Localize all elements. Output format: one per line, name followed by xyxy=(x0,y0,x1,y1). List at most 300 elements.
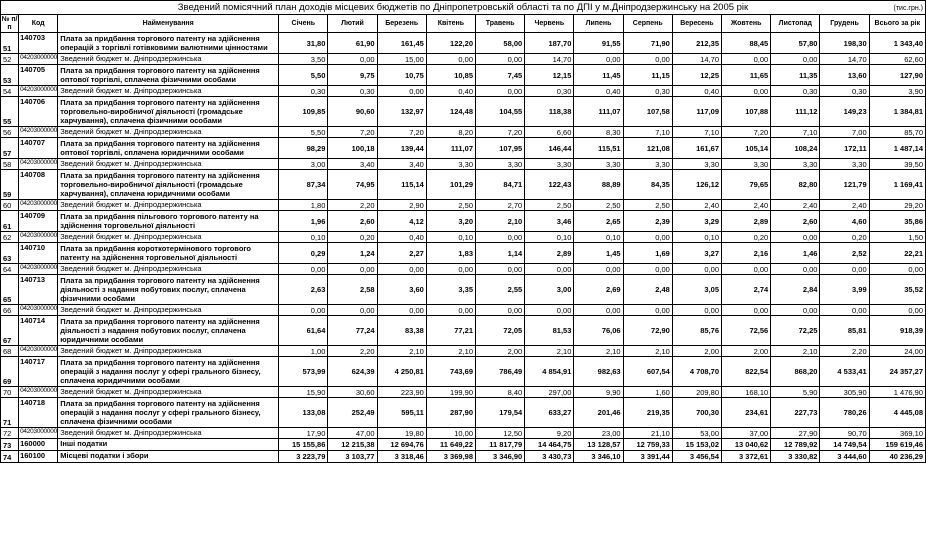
name-cell: Зведений бюджет м. Дніпродзержинська xyxy=(58,127,279,138)
month-value-cell: 573,99 xyxy=(279,357,328,387)
month-value-cell: 1,96 xyxy=(279,211,328,232)
row-number-cell: 67 xyxy=(1,316,19,346)
title-bar xyxy=(0,0,926,14)
month-value-cell: 3 456,54 xyxy=(672,451,721,463)
revenue-plan-table xyxy=(0,14,926,463)
table-row xyxy=(1,305,926,316)
name-cell: Місцеві податки і збори xyxy=(58,451,279,463)
month-value-cell: 7,20 xyxy=(377,127,426,138)
column-header-0: № п/п xyxy=(1,16,18,31)
month-value-cell: 0,40 xyxy=(377,232,426,243)
month-value-cell: 122,20 xyxy=(426,33,475,54)
year-total-cell: 1 169,41 xyxy=(869,170,925,200)
table-row xyxy=(1,439,926,451)
month-value-cell: 780,26 xyxy=(820,398,869,428)
table-row xyxy=(1,86,926,97)
month-value-cell: 0,10 xyxy=(574,232,623,243)
code-cell: 04203000000 xyxy=(19,232,58,243)
code-cell: 140713 xyxy=(19,275,58,305)
month-value-cell: 14,70 xyxy=(672,54,721,65)
month-value-cell: 0,00 xyxy=(426,264,475,275)
month-value-cell: 1,14 xyxy=(476,243,525,264)
name-cell: Плата за придбання торгового патенту на здійснення діяльності з надання побутових послуг, сплачена юридичними особами xyxy=(58,316,279,346)
month-value-cell: 2,40 xyxy=(771,200,820,211)
code-cell: 140707 xyxy=(19,138,58,159)
month-value-cell: 0,00 xyxy=(771,54,820,65)
month-value-cell: 0,30 xyxy=(820,86,869,97)
month-value-cell: 201,46 xyxy=(574,398,623,428)
month-value-cell: 12 789,92 xyxy=(771,439,820,451)
month-value-cell: 104,55 xyxy=(476,97,525,127)
month-value-cell: 3 318,46 xyxy=(377,451,426,463)
code-cell: 140717 xyxy=(19,357,58,387)
month-value-cell: 2,20 xyxy=(820,346,869,357)
month-value-cell: 14,70 xyxy=(525,54,574,65)
month-value-cell: 7,20 xyxy=(722,127,771,138)
month-value-cell: 297,00 xyxy=(525,387,574,398)
month-value-cell: 15 155,86 xyxy=(279,439,328,451)
year-total-cell: 0,00 xyxy=(869,264,925,275)
year-total-cell: 24 357,27 xyxy=(869,357,925,387)
month-value-cell: 1,69 xyxy=(623,243,672,264)
month-value-cell: 15,00 xyxy=(377,54,426,65)
month-value-cell: 3,30 xyxy=(574,159,623,170)
month-value-cell: 85,76 xyxy=(672,316,721,346)
month-value-cell: 9,75 xyxy=(328,65,377,86)
month-value-cell: 0,30 xyxy=(525,86,574,97)
month-value-cell: 624,39 xyxy=(328,357,377,387)
month-value-cell: 0,00 xyxy=(377,264,426,275)
month-value-cell: 9,20 xyxy=(525,428,574,439)
name-cell: Плата за придбання торгового патенту на здійснення оптової торгівлі, сплачена юридичними особами xyxy=(58,138,279,159)
month-value-cell: 2,40 xyxy=(672,200,721,211)
month-value-cell: 4,60 xyxy=(820,211,869,232)
month-value-cell: 10,75 xyxy=(377,65,426,86)
month-value-cell: 198,30 xyxy=(820,33,869,54)
month-value-cell: 2,74 xyxy=(722,275,771,305)
month-value-cell: 72,56 xyxy=(722,316,771,346)
row-number-cell: 68 xyxy=(1,346,19,357)
code-cell: 140703 xyxy=(19,33,58,54)
month-value-cell: 4,12 xyxy=(377,211,426,232)
month-value-cell: 0,00 xyxy=(525,305,574,316)
month-value-cell: 12,25 xyxy=(672,65,721,86)
month-value-cell: 4 708,70 xyxy=(672,357,721,387)
code-cell: 140705 xyxy=(19,65,58,86)
month-value-cell: 27,90 xyxy=(771,428,820,439)
column-header-1: Код xyxy=(19,15,58,33)
table-row xyxy=(1,451,926,463)
month-value-cell: 87,34 xyxy=(279,170,328,200)
month-value-cell: 149,23 xyxy=(820,97,869,127)
month-value-cell: 88,45 xyxy=(722,33,771,54)
year-total-cell: 62,60 xyxy=(869,54,925,65)
year-total-cell: 40 236,29 xyxy=(869,451,925,463)
name-cell: Зведений бюджет м. Дніпродзержинська xyxy=(58,232,279,243)
month-value-cell: 83,38 xyxy=(377,316,426,346)
month-value-cell: 17,90 xyxy=(279,428,328,439)
month-value-cell: 121,08 xyxy=(623,138,672,159)
month-value-cell: 98,29 xyxy=(279,138,328,159)
month-value-cell: 0,00 xyxy=(623,54,672,65)
month-value-cell: 0,00 xyxy=(476,232,525,243)
month-value-cell: 0,10 xyxy=(426,232,475,243)
month-value-cell: 2,52 xyxy=(820,243,869,264)
column-header-14: Грудень xyxy=(820,15,869,33)
month-value-cell: 3,30 xyxy=(771,159,820,170)
month-value-cell: 100,18 xyxy=(328,138,377,159)
month-value-cell: 0,00 xyxy=(771,232,820,243)
year-total-cell: 1 384,81 xyxy=(869,97,925,127)
month-value-cell: 2,58 xyxy=(328,275,377,305)
month-value-cell: 3,27 xyxy=(672,243,721,264)
month-value-cell: 2,60 xyxy=(771,211,820,232)
month-value-cell: 2,10 xyxy=(623,346,672,357)
code-cell: 04203000000 xyxy=(19,54,58,65)
row-number-cell: 63 xyxy=(1,243,19,264)
month-value-cell: 3 223,79 xyxy=(279,451,328,463)
month-value-cell: 982,63 xyxy=(574,357,623,387)
month-value-cell: 168,10 xyxy=(722,387,771,398)
month-value-cell: 0,00 xyxy=(328,264,377,275)
month-value-cell: 77,24 xyxy=(328,316,377,346)
month-value-cell: 84,71 xyxy=(476,170,525,200)
month-value-cell: 223,90 xyxy=(377,387,426,398)
month-value-cell: 11,35 xyxy=(771,65,820,86)
year-total-cell: 85,70 xyxy=(869,127,925,138)
table-row xyxy=(1,97,926,127)
row-number-cell: 74 xyxy=(1,451,19,463)
month-value-cell: 14 464,75 xyxy=(525,439,574,451)
code-cell: 140714 xyxy=(19,316,58,346)
code-cell: 140718 xyxy=(19,398,58,428)
month-value-cell: 3,30 xyxy=(525,159,574,170)
column-header-12: Жовтень xyxy=(722,15,771,33)
name-cell: Зведений бюджет м. Дніпродзержинська xyxy=(58,305,279,316)
table-row xyxy=(1,275,926,305)
name-cell: Зведений бюджет м. Дніпродзержинська xyxy=(58,387,279,398)
code-cell: 04203000000 xyxy=(19,305,58,316)
year-total-cell: 22,21 xyxy=(869,243,925,264)
code-cell: 140708 xyxy=(19,170,58,200)
month-value-cell: 2,00 xyxy=(672,346,721,357)
table-row xyxy=(1,54,926,65)
month-value-cell: 3,00 xyxy=(525,275,574,305)
month-value-cell: 14,70 xyxy=(820,54,869,65)
table-row xyxy=(1,357,926,387)
month-value-cell: 0,00 xyxy=(672,264,721,275)
code-cell: 04203000000 xyxy=(19,387,58,398)
month-value-cell: 3,35 xyxy=(426,275,475,305)
month-value-cell: 3,60 xyxy=(377,275,426,305)
month-value-cell: 633,27 xyxy=(525,398,574,428)
month-value-cell: 2,10 xyxy=(476,211,525,232)
month-value-cell: 2,10 xyxy=(574,346,623,357)
month-value-cell: 0,00 xyxy=(623,264,672,275)
month-value-cell: 0,00 xyxy=(328,305,377,316)
month-value-cell: 2,16 xyxy=(722,243,771,264)
month-value-cell: 3,30 xyxy=(672,159,721,170)
name-cell: Плата за придбання торгового патенту на здійснення операцій з торгівлі готівковими валютними цінностями xyxy=(58,33,279,54)
year-total-cell: 918,39 xyxy=(869,316,925,346)
row-number-cell: 71 xyxy=(1,398,19,428)
table-row xyxy=(1,243,926,264)
month-value-cell: 61,90 xyxy=(328,33,377,54)
month-value-cell: 3 103,77 xyxy=(328,451,377,463)
month-value-cell: 8,20 xyxy=(426,127,475,138)
year-total-cell: 1,50 xyxy=(869,232,925,243)
month-value-cell: 13,60 xyxy=(820,65,869,86)
month-value-cell: 72,90 xyxy=(623,316,672,346)
name-cell: Зведений бюджет м. Дніпродзержинська xyxy=(58,54,279,65)
month-value-cell: 14 749,54 xyxy=(820,439,869,451)
row-number-cell: 55 xyxy=(1,97,19,127)
month-value-cell: 0,00 xyxy=(672,305,721,316)
month-value-cell: 109,85 xyxy=(279,97,328,127)
month-value-cell: 172,11 xyxy=(820,138,869,159)
code-cell: 160000 xyxy=(19,439,58,451)
row-number-cell: 70 xyxy=(1,387,19,398)
report-title: Зведений помісячний план доходів місцевих бюджетів по Дніпропетровській області та по ДПІ у м.Дніпродзержинську на 2005 рік xyxy=(177,2,749,13)
month-value-cell: 2,90 xyxy=(377,200,426,211)
row-number-cell: 65 xyxy=(1,275,19,305)
month-value-cell: 3 346,90 xyxy=(476,451,525,463)
row-number-cell: 60 xyxy=(1,200,19,211)
month-value-cell: 822,54 xyxy=(722,357,771,387)
month-value-cell: 0,00 xyxy=(377,305,426,316)
month-value-cell: 0,29 xyxy=(279,243,328,264)
row-number-cell: 56 xyxy=(1,127,19,138)
month-value-cell: 2,39 xyxy=(623,211,672,232)
month-value-cell: 121,79 xyxy=(820,170,869,200)
month-value-cell: 30,60 xyxy=(328,387,377,398)
month-value-cell: 2,48 xyxy=(623,275,672,305)
month-value-cell: 0,30 xyxy=(623,86,672,97)
month-value-cell: 2,89 xyxy=(722,211,771,232)
month-value-cell: 8,30 xyxy=(574,127,623,138)
table-row xyxy=(1,316,926,346)
month-value-cell: 0,00 xyxy=(722,264,771,275)
year-total-cell: 1 487,14 xyxy=(869,138,925,159)
month-value-cell: 107,95 xyxy=(476,138,525,159)
month-value-cell: 31,80 xyxy=(279,33,328,54)
code-cell: 140710 xyxy=(19,243,58,264)
code-cell: 04203000000 xyxy=(19,200,58,211)
table-row xyxy=(1,211,926,232)
month-value-cell: 0,30 xyxy=(279,86,328,97)
table-row xyxy=(1,346,926,357)
code-cell: 04203000000 xyxy=(19,264,58,275)
column-header-7: Травень xyxy=(476,15,525,33)
column-header-4: Лютий xyxy=(328,15,377,33)
month-value-cell: 146,44 xyxy=(525,138,574,159)
month-value-cell: 107,88 xyxy=(722,97,771,127)
header-row xyxy=(1,15,926,33)
month-value-cell: 82,80 xyxy=(771,170,820,200)
month-value-cell: 187,70 xyxy=(525,33,574,54)
month-value-cell: 2,63 xyxy=(279,275,328,305)
month-value-cell: 305,90 xyxy=(820,387,869,398)
month-value-cell: 0,20 xyxy=(328,232,377,243)
month-value-cell: 71,90 xyxy=(623,33,672,54)
month-value-cell: 81,53 xyxy=(525,316,574,346)
month-value-cell: 3,29 xyxy=(672,211,721,232)
table-row xyxy=(1,387,926,398)
unit-label: (тис.грн.) xyxy=(893,5,923,12)
month-value-cell: 21,10 xyxy=(623,428,672,439)
table-row xyxy=(1,159,926,170)
name-cell: Зведений бюджет м. Дніпродзержинська xyxy=(58,200,279,211)
month-value-cell: 90,60 xyxy=(328,97,377,127)
month-value-cell: 0,00 xyxy=(574,264,623,275)
month-value-cell: 287,90 xyxy=(426,398,475,428)
month-value-cell: 209,80 xyxy=(672,387,721,398)
month-value-cell: 88,89 xyxy=(574,170,623,200)
name-cell: Плата за придбання короткотермінового торгового патенту на здійснення торговельної діяльності xyxy=(58,243,279,264)
month-value-cell: 72,05 xyxy=(476,316,525,346)
month-value-cell: 111,12 xyxy=(771,97,820,127)
month-value-cell: 126,12 xyxy=(672,170,721,200)
month-value-cell: 0,00 xyxy=(820,264,869,275)
year-total-cell: 369,10 xyxy=(869,428,925,439)
month-value-cell: 0,00 xyxy=(771,264,820,275)
row-number-cell: 73 xyxy=(1,439,19,451)
month-value-cell: 3,50 xyxy=(279,54,328,65)
month-value-cell: 0,00 xyxy=(820,305,869,316)
table-row xyxy=(1,428,926,439)
month-value-cell: 179,54 xyxy=(476,398,525,428)
year-total-cell: 1 476,90 xyxy=(869,387,925,398)
month-value-cell: 12 759,33 xyxy=(623,439,672,451)
month-value-cell: 219,35 xyxy=(623,398,672,428)
month-value-cell: 84,35 xyxy=(623,170,672,200)
month-value-cell: 1,24 xyxy=(328,243,377,264)
month-value-cell: 37,00 xyxy=(722,428,771,439)
month-value-cell: 3,00 xyxy=(279,159,328,170)
column-header-13: Листопад xyxy=(771,15,820,33)
row-number-cell: 57 xyxy=(1,138,19,159)
month-value-cell: 0,10 xyxy=(525,232,574,243)
month-value-cell: 12 694,76 xyxy=(377,439,426,451)
column-header-3: Січень xyxy=(279,15,328,33)
month-value-cell: 9,90 xyxy=(574,387,623,398)
row-number-cell: 58 xyxy=(1,159,19,170)
month-value-cell: 15 153,02 xyxy=(672,439,721,451)
name-cell: Плата за придбання пільгового торгового патенту на здійснення торговельної діяльності xyxy=(58,211,279,232)
month-value-cell: 0,00 xyxy=(377,86,426,97)
month-value-cell: 0,00 xyxy=(476,54,525,65)
month-value-cell: 11,65 xyxy=(722,65,771,86)
column-header-10: Серпень xyxy=(623,15,672,33)
month-value-cell: 0,00 xyxy=(722,86,771,97)
month-value-cell: 61,64 xyxy=(279,316,328,346)
month-value-cell: 139,44 xyxy=(377,138,426,159)
month-value-cell: 77,21 xyxy=(426,316,475,346)
month-value-cell: 161,45 xyxy=(377,33,426,54)
month-value-cell: 11,45 xyxy=(574,65,623,86)
table-row xyxy=(1,127,926,138)
month-value-cell: 2,50 xyxy=(525,200,574,211)
month-value-cell: 91,55 xyxy=(574,33,623,54)
month-value-cell: 3,46 xyxy=(525,211,574,232)
month-value-cell: 0,00 xyxy=(476,86,525,97)
month-value-cell: 2,50 xyxy=(574,200,623,211)
month-value-cell: 74,95 xyxy=(328,170,377,200)
month-value-cell: 111,07 xyxy=(426,138,475,159)
month-value-cell: 12,15 xyxy=(525,65,574,86)
year-total-cell: 39,50 xyxy=(869,159,925,170)
month-value-cell: 252,49 xyxy=(328,398,377,428)
month-value-cell: 0,40 xyxy=(426,86,475,97)
month-value-cell: 743,69 xyxy=(426,357,475,387)
row-number-cell: 62 xyxy=(1,232,19,243)
year-total-cell: 3,90 xyxy=(869,86,925,97)
month-value-cell: 57,80 xyxy=(771,33,820,54)
row-number-cell: 64 xyxy=(1,264,19,275)
month-value-cell: 0,20 xyxy=(722,232,771,243)
month-value-cell: 132,97 xyxy=(377,97,426,127)
month-value-cell: 0,00 xyxy=(426,305,475,316)
month-value-cell: 3,20 xyxy=(426,211,475,232)
month-value-cell: 2,55 xyxy=(476,275,525,305)
month-value-cell: 0,00 xyxy=(328,54,377,65)
month-value-cell: 3 430,73 xyxy=(525,451,574,463)
name-cell: Зведений бюджет м. Дніпродзержинська xyxy=(58,428,279,439)
column-header-6: Квітень xyxy=(426,15,475,33)
month-value-cell: 2,20 xyxy=(328,346,377,357)
code-cell: 04203000000 xyxy=(19,127,58,138)
month-value-cell: 115,51 xyxy=(574,138,623,159)
month-value-cell: 117,09 xyxy=(672,97,721,127)
month-value-cell: 0,00 xyxy=(623,232,672,243)
month-value-cell: 0,40 xyxy=(574,86,623,97)
month-value-cell: 227,73 xyxy=(771,398,820,428)
month-value-cell: 23,00 xyxy=(574,428,623,439)
month-value-cell: 0,00 xyxy=(279,264,328,275)
month-value-cell: 7,20 xyxy=(476,127,525,138)
month-value-cell: 3 330,82 xyxy=(771,451,820,463)
month-value-cell: 2,00 xyxy=(476,346,525,357)
table-row xyxy=(1,138,926,159)
month-value-cell: 3,30 xyxy=(476,159,525,170)
month-value-cell: 161,67 xyxy=(672,138,721,159)
month-value-cell: 3,99 xyxy=(820,275,869,305)
month-value-cell: 7,20 xyxy=(328,127,377,138)
month-value-cell: 2,50 xyxy=(623,200,672,211)
month-value-cell: 5,90 xyxy=(771,387,820,398)
month-value-cell: 13 128,57 xyxy=(574,439,623,451)
month-value-cell: 0,00 xyxy=(574,305,623,316)
year-total-cell: 35,86 xyxy=(869,211,925,232)
code-cell: 04203000000 xyxy=(19,86,58,97)
month-value-cell: 12 215,38 xyxy=(328,439,377,451)
month-value-cell: 3 346,10 xyxy=(574,451,623,463)
row-number-cell: 53 xyxy=(1,65,19,86)
month-value-cell: 0,00 xyxy=(623,305,672,316)
month-value-cell: 2,40 xyxy=(722,200,771,211)
month-value-cell: 6,60 xyxy=(525,127,574,138)
month-value-cell: 0,00 xyxy=(574,54,623,65)
year-total-cell: 35,52 xyxy=(869,275,925,305)
name-cell: Плата за придбання торгового патенту на здійснення діяльності з надання побутових послуг, сплачена фізичними особами xyxy=(58,275,279,305)
month-value-cell: 7,10 xyxy=(623,127,672,138)
name-cell: Інші податки xyxy=(58,439,279,451)
month-value-cell: 3 444,60 xyxy=(820,451,869,463)
month-value-cell: 105,14 xyxy=(722,138,771,159)
month-value-cell: 53,00 xyxy=(672,428,721,439)
name-cell: Плата за придбання торгового патенту на здійснення операцій з надання послуг у сфері грального бізнесу, сплачена фізичними особами xyxy=(58,398,279,428)
month-value-cell: 212,35 xyxy=(672,33,721,54)
